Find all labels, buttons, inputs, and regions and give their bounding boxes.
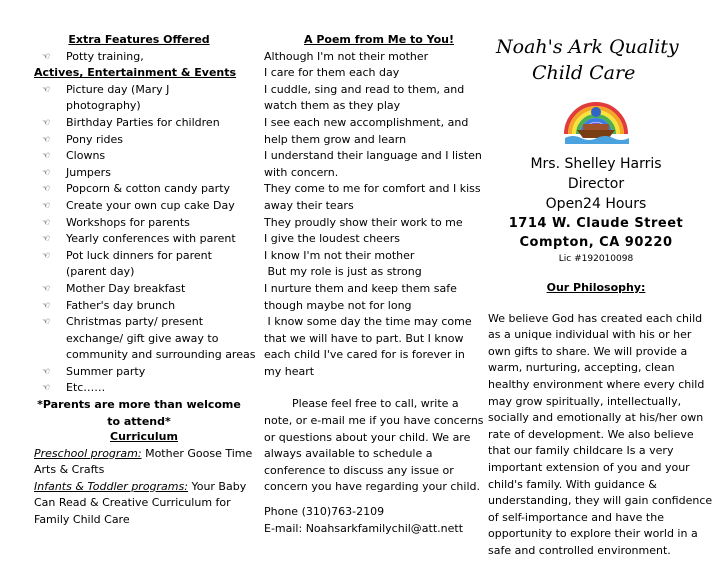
poem-line: I care for them each day [264, 66, 400, 80]
list-item [34, 148, 244, 165]
list-item-text: Clowns [66, 149, 106, 163]
rainbow-ark-logo-icon [561, 90, 631, 146]
philosophy-body [488, 311, 713, 560]
parents-note-line1: *Parents are more than welcome [37, 398, 241, 412]
philosophy-line: socially and emotionally at his/her own [488, 411, 704, 425]
bullet-icon: ☜ [42, 184, 51, 195]
philosophy-line: own gifts to share. We will provide a [488, 344, 688, 358]
poem-line: with concern. [264, 165, 339, 179]
list-item-text: photography) [66, 99, 141, 113]
list-item-text: (parent day) [66, 265, 135, 279]
business-title-line2: Child Care [532, 62, 636, 84]
features-column [34, 32, 256, 430]
list-item [34, 281, 244, 298]
owner-role: Director [567, 176, 625, 192]
poem-line: though maybe not for long [264, 298, 412, 312]
list-item [34, 314, 256, 364]
philosophy-line: healthy environment where every child [488, 377, 705, 391]
philosophy-line: of self-importance and have the [488, 510, 664, 524]
license-number: Lic #192010098 [558, 254, 634, 264]
bullet-icon: ☜ [42, 366, 51, 377]
poem-column [264, 32, 484, 496]
list-item-text: Popcorn & cotton candy party [66, 182, 231, 196]
preschool-line: Preschool program: Mother Goose Time [34, 446, 253, 460]
poem-line: I see each new accomplishment, and [264, 115, 469, 129]
list-item: ☜ Potty training, [34, 49, 244, 66]
list-item-text: Etc…… [66, 381, 106, 395]
infant-line: Infants & Toddler programs: Your Baby [34, 479, 247, 493]
poem-line: I nurture them and keep them safe [264, 281, 457, 295]
list-item-text: Pony rides [66, 132, 124, 146]
poem-line: that we will have to part. But I know [264, 331, 464, 345]
features-first-list [34, 49, 244, 66]
philosophy-line: opportunity to explore their world in a [488, 527, 698, 541]
philosophy-line: child's family. With guidance & [488, 477, 657, 491]
bullet-icon: ☜ [42, 283, 51, 294]
list-item-text: Birthday Parties for children [66, 115, 220, 129]
list-item-text: Christmas party/ present [66, 315, 204, 329]
list-item [34, 198, 244, 215]
curriculum-heading: Curriculum [110, 430, 178, 443]
bullet-icon: ☜ [42, 383, 51, 394]
poem-line: my heart [264, 364, 315, 378]
poem-line: I know some day the time may come [264, 315, 472, 329]
curriculum-line5: Family Child Care [34, 512, 130, 526]
list-item-text: community and surrounding areas [66, 348, 256, 362]
features-heading: Extra Features Offered [68, 33, 210, 46]
list-item [34, 165, 244, 182]
poem-line: help them grow and learn [264, 132, 407, 146]
list-item [34, 215, 244, 232]
poem-line: I give the loudest cheers [264, 232, 400, 246]
list-item [34, 248, 244, 281]
contact-paragraph-line: conference to discuss any issue or [264, 463, 454, 477]
activities-heading: Actives, Entertainment & Events [34, 66, 237, 80]
philosophy-line: understanding, they will gain confidence [488, 494, 713, 508]
poem-line: They proudly show their work to me [264, 215, 463, 229]
contact-paragraph-line: Please feel free to call, write a [264, 397, 459, 411]
list-item [34, 115, 244, 132]
list-item-text: Father's day brunch [66, 298, 176, 312]
poem-line: They come to me for comfort and I kiss [264, 182, 481, 196]
contact-paragraph-line: concern you have regarding your child. [264, 480, 480, 494]
poem-line: each child I've cared for is forever in [264, 348, 465, 362]
phone-text: Phone (310)763-2109 [264, 505, 385, 518]
bullet-icon: ☜ [42, 151, 51, 162]
contact-paragraph-line: always available to schedule a [264, 447, 433, 461]
list-item-text: Workshops for parents [66, 215, 190, 229]
list-item [34, 380, 244, 397]
contact-info [264, 504, 464, 537]
bullet-icon: ☜ [42, 117, 51, 128]
poem-line: I understand their language and I listen [264, 149, 482, 163]
curriculum-section [34, 429, 254, 529]
bullet-icon: ☜ [42, 317, 51, 328]
features-list [34, 82, 256, 397]
poem-line: But my role is just as strong [264, 265, 422, 279]
list-item-text: Yearly conferences with parent [66, 232, 236, 246]
poem-heading: A Poem from Me to You! [304, 33, 455, 46]
parents-note-line2: to attend* [107, 414, 171, 428]
bullet-icon: ☜ [42, 167, 51, 178]
bullet-icon: ☜ [42, 217, 51, 228]
business-title-line1: Noah's Ark Quality [496, 36, 679, 58]
list-item [34, 82, 244, 115]
curriculum-line4: Can Read & Creative Curriculum for [34, 496, 231, 510]
contact-paragraph [264, 396, 484, 496]
list-item-text: Create your own cup cake Day [66, 198, 235, 212]
owner-name: Mrs. Shelley Harris [530, 156, 662, 172]
list-item [34, 231, 244, 248]
philosophy-line: safe and controlled environment. [488, 543, 671, 557]
philosophy-heading: Our Philosophy: [546, 281, 646, 294]
list-item [34, 298, 244, 315]
list-item [34, 132, 244, 149]
list-item [34, 364, 244, 381]
bullet-icon: ☜ [42, 51, 51, 62]
philosophy-line: warm, nurturing, accepting, clean [488, 361, 675, 375]
philosophy-line: important extension of you and your [488, 460, 690, 474]
philosophy-line: as a unique individual with his or her [488, 328, 692, 342]
list-item-text: Summer party [66, 364, 146, 378]
poem-body [264, 49, 482, 381]
poem-line: away their tears [264, 198, 354, 212]
list-item-text: Mother Day breakfast [66, 281, 186, 295]
bullet-icon: ☜ [42, 84, 51, 95]
list-item-text: Picture day (Mary J [66, 82, 170, 96]
philosophy-line: We believe God has created each child [488, 311, 703, 325]
arts-line: Arts & Crafts [34, 463, 105, 477]
bullet-icon: ☜ [42, 300, 51, 311]
philosophy-line: rate of development. We also believe [488, 427, 694, 441]
business-hours: Open24 Hours [545, 196, 647, 212]
philosophy-line: that our family childcare Is a very [488, 444, 674, 458]
bullet-icon: ☜ [42, 200, 51, 211]
list-item-text: Pot luck dinners for parent [66, 248, 212, 262]
poem-line: I know I'm not their mother [264, 248, 415, 262]
bullet-icon: ☜ [42, 234, 51, 245]
contact-paragraph-line: or questions about your child. We are [264, 430, 471, 444]
poem-line: I cuddle, sing and read to them, and [264, 82, 465, 96]
business-column [488, 34, 713, 560]
philosophy-line: may grow spiritually, intellectually, [488, 394, 682, 408]
poem-line: Although I'm not their mother [264, 49, 429, 63]
list-item [34, 181, 244, 198]
bullet-icon: ☜ [42, 250, 51, 261]
list-item-text: Jumpers [66, 165, 111, 179]
poem-line: watch them as they play [264, 99, 401, 113]
street-address: 1714 W. Claude Street [508, 216, 684, 231]
email-text: E-mail: Noahsarkfamilychil@att.nett [264, 521, 464, 535]
contact-paragraph-line: note, or e-mail me if you have concerns [264, 414, 484, 428]
list-item-text: exchange/ gift give away to [66, 331, 219, 345]
city-address: Compton, CA 90220 [519, 235, 673, 250]
bullet-icon: ☜ [42, 134, 51, 145]
